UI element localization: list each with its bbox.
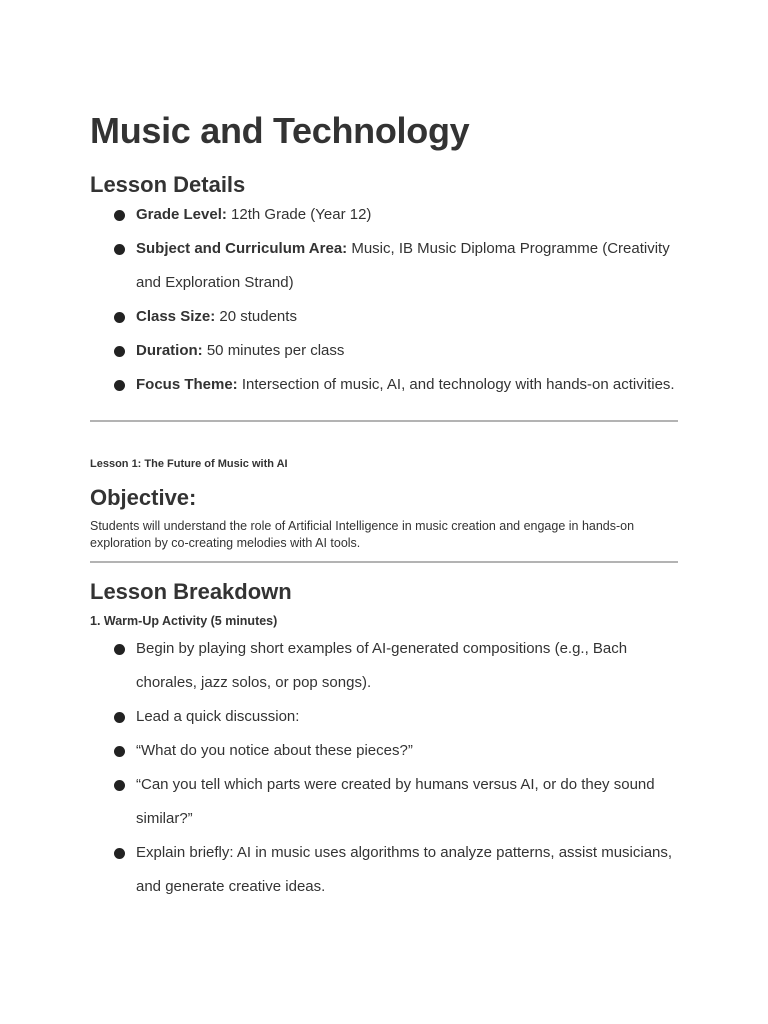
bullet-icon: [114, 346, 125, 357]
focus-theme-label: Focus Theme:: [136, 376, 238, 393]
list-item: [90, 768, 678, 836]
grade-level-value: 12th Grade (Year 12): [226, 206, 372, 223]
objective-heading: Objective:: [90, 485, 197, 510]
divider: [90, 420, 678, 422]
focus-theme-value: Intersection of music, AI, and technology with hands-on activities.: [237, 376, 675, 393]
bullet-icon: [114, 210, 125, 221]
list-item-text: “Can you tell which parts were created by humans versus AI, or do they sound similar?”: [136, 776, 655, 827]
list-item: [90, 334, 678, 368]
bullet-icon: [114, 312, 125, 323]
list-item: [90, 198, 678, 232]
list-item: [90, 734, 678, 768]
list-item-text: Begin by playing short examples of AI-generated compositions (e.g., Bach chorales, jazz solos, or pop songs).: [136, 640, 628, 691]
list-item-text: “What do you notice about these pieces?”: [136, 742, 413, 759]
list-item: [90, 232, 678, 300]
list-item: [90, 300, 678, 334]
duration-value: 50 minutes per class: [202, 342, 345, 359]
list-item: [90, 368, 678, 402]
class-size-value: 20 students: [215, 308, 297, 325]
warmup-activity-heading: 1. Warm-Up Activity (5 minutes): [90, 614, 278, 628]
class-size-label: Class Size:: [136, 308, 216, 325]
list-item-text: Explain briefly: AI in music uses algorithms to analyze patterns, assist musicians, and generate creative ideas.: [136, 844, 673, 895]
lesson-details-list: [90, 198, 678, 402]
document-title: Music and Technology: [90, 110, 470, 151]
bullet-icon: [114, 848, 125, 859]
list-item: [90, 632, 678, 700]
lesson-breakdown-heading: Lesson Breakdown: [90, 579, 292, 604]
lesson-details-heading: Lesson Details: [90, 172, 246, 197]
duration-label: Duration:: [136, 342, 203, 359]
grade-level-label: Grade Level:: [136, 206, 227, 223]
subject-area-label: Subject and Curriculum Area:: [136, 240, 348, 257]
lesson-label: Lesson 1: The Future of Music with AI: [90, 458, 288, 470]
list-item: [90, 836, 678, 904]
subject-area-value: Music, IB Music Diploma Programme (Creativity and Exploration Strand): [136, 240, 670, 291]
bullet-icon: [114, 712, 125, 723]
warmup-activity-list: [90, 632, 678, 904]
objective-text: Students will understand the role of Artificial Intelligence in music creation and engage in hands-on exploration by co-creating melodies with AI tools.: [90, 519, 635, 550]
list-item: [90, 700, 678, 734]
bullet-icon: [114, 244, 125, 255]
divider: [90, 561, 678, 563]
bullet-icon: [114, 780, 125, 791]
bullet-icon: [114, 746, 125, 757]
bullet-icon: [114, 380, 125, 391]
bullet-icon: [114, 644, 125, 655]
list-item-text: Lead a quick discussion:: [136, 708, 300, 725]
